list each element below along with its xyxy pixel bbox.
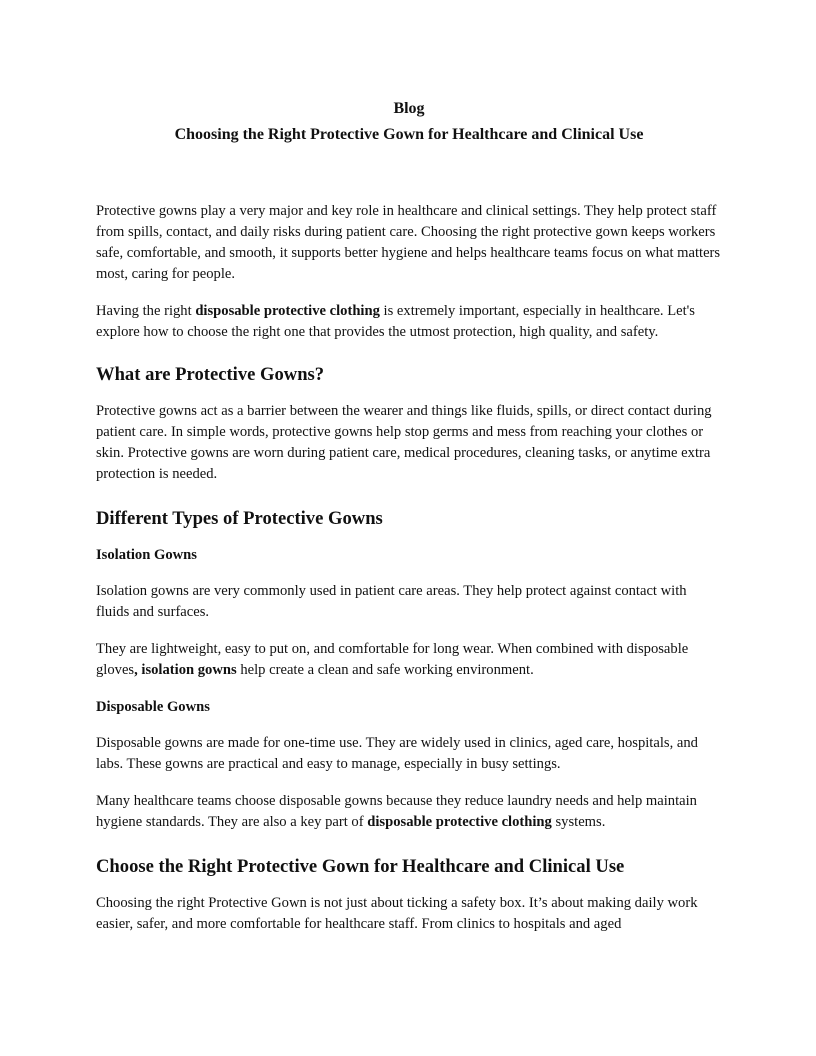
isolation-p2-text-before: They are lightweight, easy to put on, and comfortable for long wear. When combined with disposable gloves xyxy=(96,641,689,678)
subheading-isolation: Isolation Gowns xyxy=(96,547,197,563)
intro-p2-bold: disposable protective clothing xyxy=(195,303,380,319)
choose-paragraph: Choosing the right Protective Gown is not just about ticking a safety box. It’s about making daily work easier, safer, and more comfortable for healthcare staff. From clinics to hospitals and aged xyxy=(96,895,698,932)
disposable-p2-bold: disposable protective clothing xyxy=(367,814,552,830)
heading-what-are: What are Protective Gowns? xyxy=(96,364,325,385)
page-title: Choosing the Right Protective Gown for Healthcare and Clinical Use xyxy=(174,126,644,143)
intro-p2-text-after: is extremely important, especially in healthcare. Let's explore how to choose the right one that provides the utmost protection, high quality, and safety. xyxy=(96,303,695,340)
document-page xyxy=(96,96,722,951)
subheading-disposable: Disposable Gowns xyxy=(96,699,210,715)
heading-types: Different Types of Protective Gowns xyxy=(96,508,383,529)
intro-p2-text-before: Having the right xyxy=(96,303,196,319)
isolation-p2-text-after: help create a clean and safe working environment. xyxy=(236,662,534,678)
heading-choose: Choose the Right Protective Gown for Healthcare and Clinical Use xyxy=(96,856,625,877)
disposable-paragraph-1: Disposable gowns are made for one-time use. They are widely used in clinics, aged care, hospitals, and labs. These gowns are practical and easy to manage, especially in busy settings. xyxy=(96,735,698,772)
isolation-paragraph-1: Isolation gowns are very commonly used in patient care areas. They help protect against contact with fluids and surfaces. xyxy=(96,583,687,620)
isolation-paragraph-2 xyxy=(96,639,722,681)
disposable-p2-text-after: systems. xyxy=(551,814,606,830)
what-are-paragraph: Protective gowns act as a barrier between the wearer and things like fluids, spills, or direct contact during patient care. In simple words, protective gowns help stop germs and mess from reaching your clothes or skin. Protective gowns are worn during patient care, medical procedures, cleaning tasks, or anytime extra protection is needed. xyxy=(96,403,712,482)
document-header xyxy=(96,96,722,148)
disposable-paragraph-2 xyxy=(96,791,722,833)
isolation-p2-bold: , isolation gowns xyxy=(134,662,237,678)
intro-paragraph-2 xyxy=(96,301,722,343)
disposable-p2-text-before: Many healthcare teams choose disposable gowns because they reduce laundry needs and help maintain hygiene standards. They are also a key part of xyxy=(96,793,697,830)
intro-paragraph-1: Protective gowns play a very major and key role in healthcare and clinical settings. They help protect staff from spills, contact, and daily risks during patient care. Choosing the right protective gown keeps workers safe, comfortable, and smooth, it supports better hygiene and helps healthcare teams focus on what matters most, caring for people. xyxy=(96,203,721,282)
blog-label: Blog xyxy=(393,100,425,117)
title-spacer xyxy=(96,148,722,201)
